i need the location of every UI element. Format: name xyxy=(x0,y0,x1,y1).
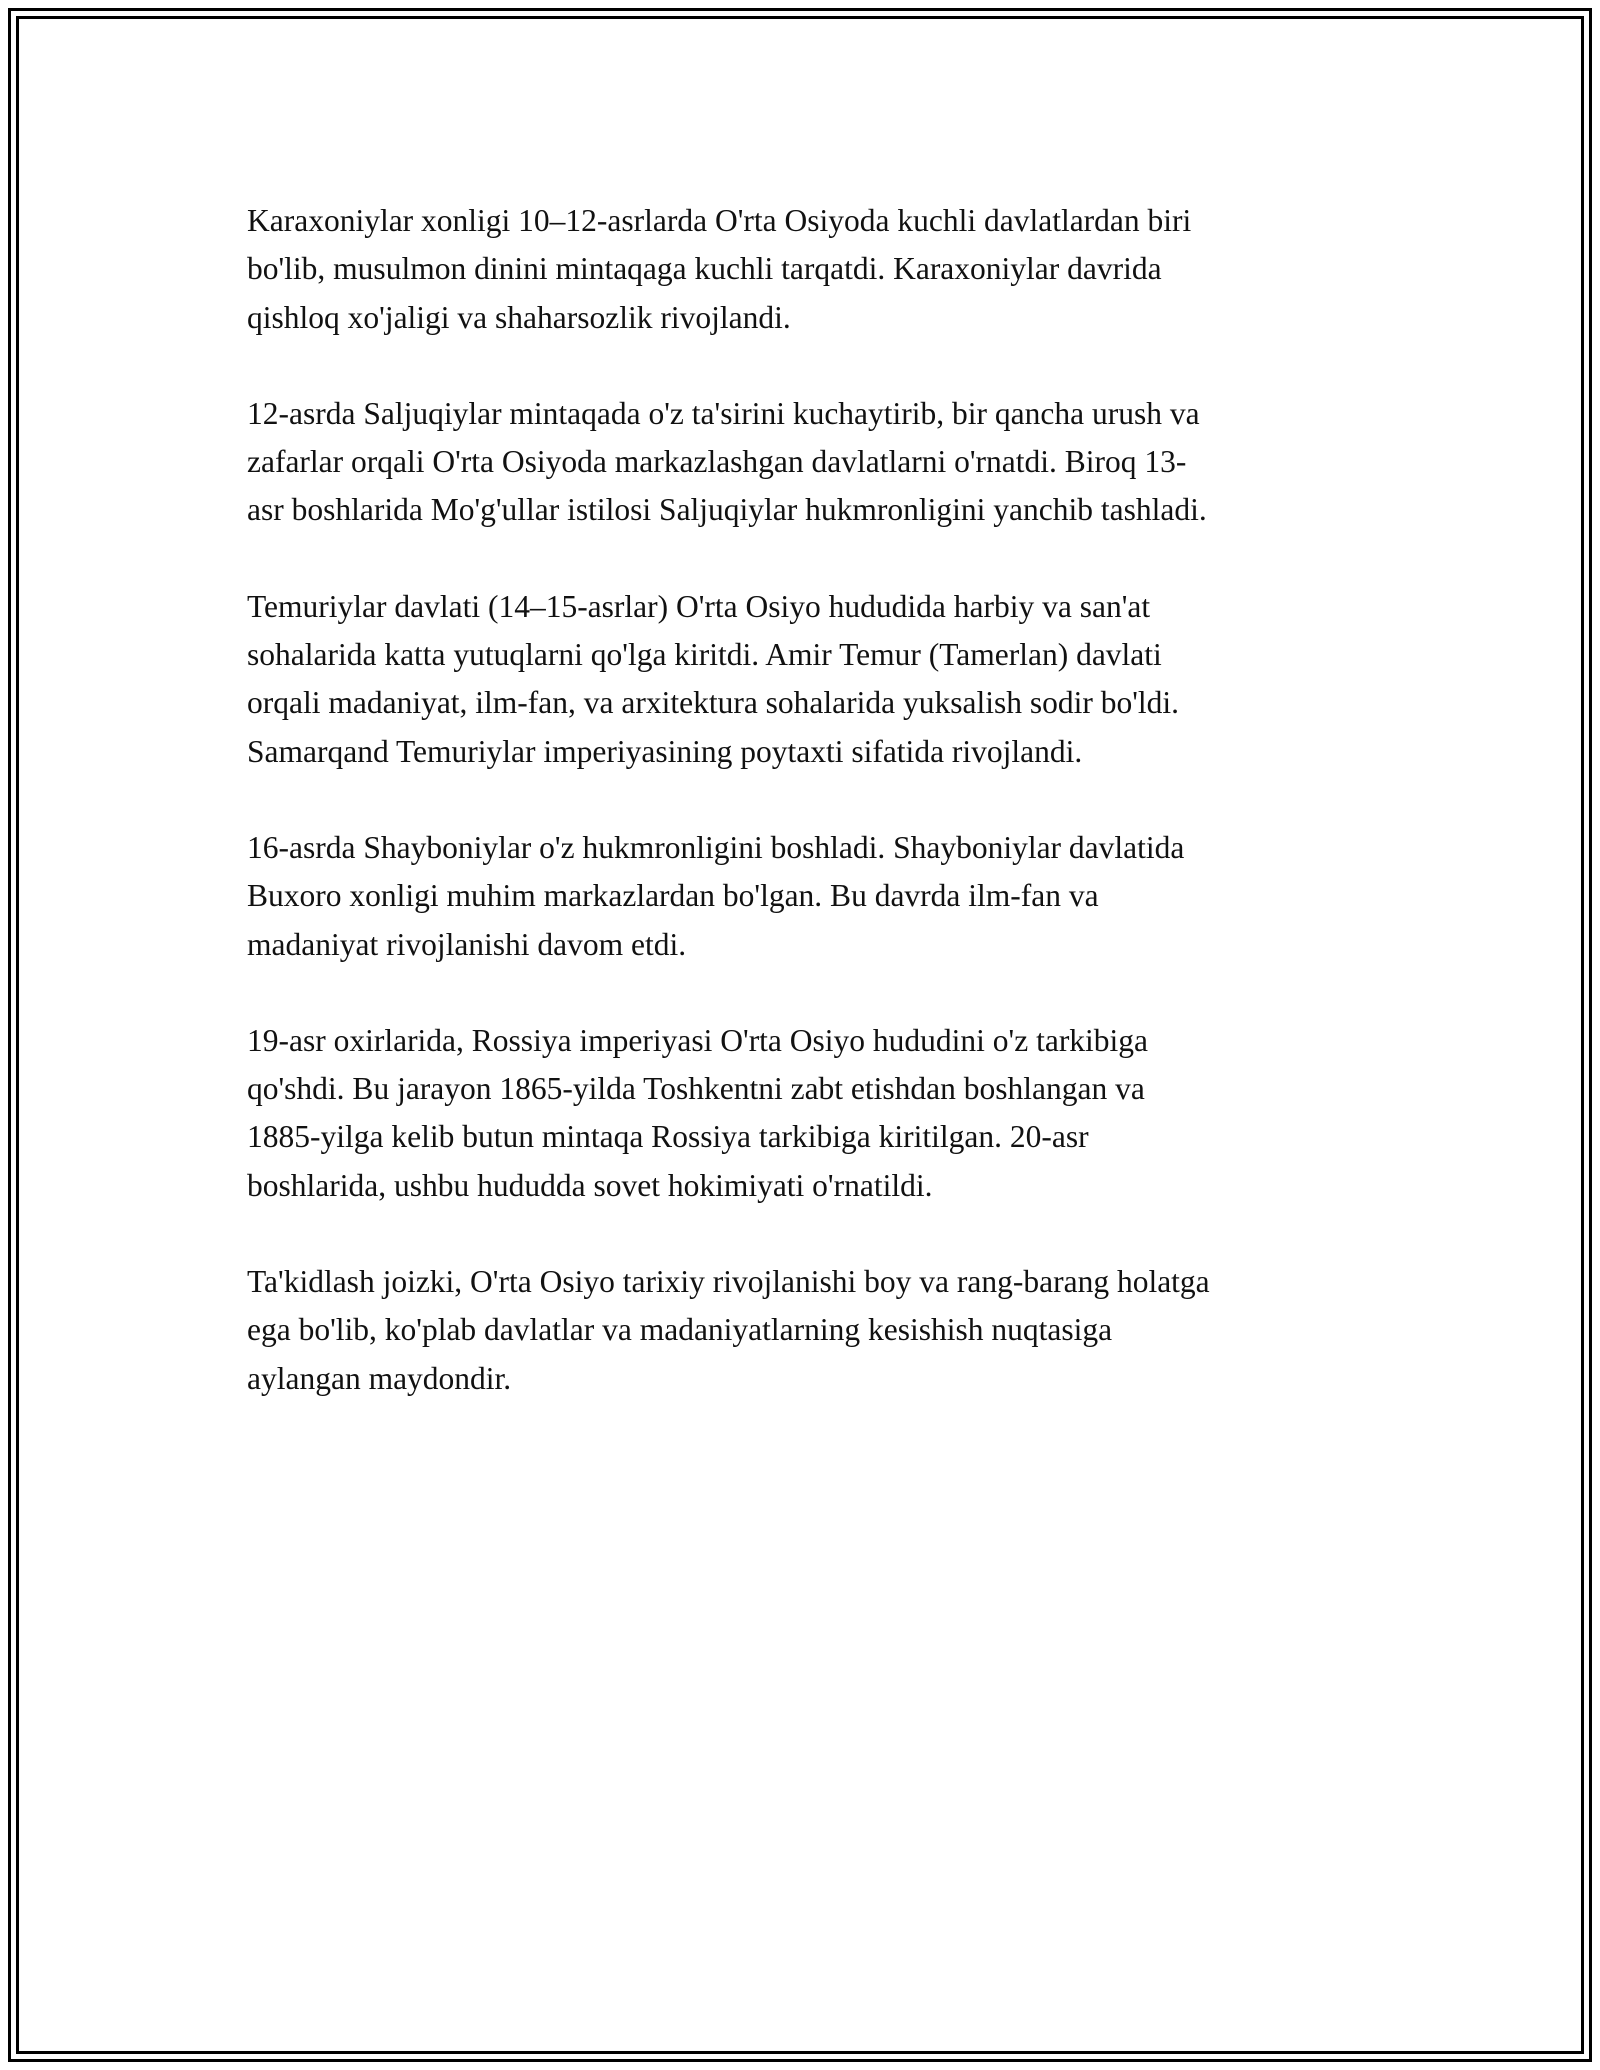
text-line: aylangan maydondir. xyxy=(247,1360,512,1396)
text-line: ega bo'lib, ko'plab davlatlar va madaniyatlarning kesishish nuqtasiga xyxy=(247,1312,1113,1348)
text-line: 12-asrda Saljuqiylar mintaqada o'z ta'sirini kuchaytirib, bir qancha urush va xyxy=(247,395,1200,431)
text-line: madaniyat rivojlanishi davom etdi. xyxy=(247,926,687,962)
text-line: orqali madaniyat, ilm-fan, va arxitektura sohalarida yuksalish sodir bo'ldi. xyxy=(247,685,1180,721)
paragraph-xulosa xyxy=(247,1258,1397,1403)
text-line: Ta'kidlash joizki, O'rta Osiyo tarixiy rivojlanishi boy va rang-barang holatga xyxy=(247,1264,1210,1300)
text-line: Buxoro xonligi muhim markazlardan bo'lgan. Bu davrda ilm-fan va xyxy=(247,878,1099,914)
text-line: sohalarida katta yutuqlarni qo'lga kiritdi. Amir Temur (Tamerlan) davlati xyxy=(247,637,1162,673)
paragraph-karaxoniylar xyxy=(247,197,1397,342)
text-line: bo'lib, musulmon dinini mintaqaga kuchli tarqatdi. Karaxoniylar davrida xyxy=(247,251,1162,287)
text-line: Temuriylar davlati (14–15-asrlar) O'rta Osiyo hududida harbiy va san'at xyxy=(247,588,1151,624)
paragraph-temuriylar xyxy=(247,583,1397,776)
paragraph-saljuqiylar xyxy=(247,390,1397,535)
text-line: 1885-yilga kelib butun mintaqa Rossiya tarkibiga kiritilgan. 20-asr xyxy=(247,1119,1089,1155)
text-line: Samarqand Temuriylar imperiyasining poytaxti sifatida rivojlandi. xyxy=(247,733,1083,769)
page-frame xyxy=(8,8,1592,2062)
text-line: 19-asr oxirlarida, Rossiya imperiyasi O'rta Osiyo hududini o'z tarkibiga xyxy=(247,1022,1149,1058)
text-line: 16-asrda Shayboniylar o'z hukmronligini boshladi. Shayboniylar davlatida xyxy=(247,829,1185,865)
text-line: qo'shdi. Bu jarayon 1865-yilda Toshkentni zabt etishdan boshlangan va xyxy=(247,1071,1145,1107)
text-line: Karaxoniylar xonligi 10–12-asrlarda O'rta Osiyoda kuchli davlatlardan biri xyxy=(247,203,1192,238)
text-line: boshlarida, ushbu hududda sovet hokimiyati o'rnatildi. xyxy=(247,1167,933,1203)
document-body xyxy=(247,197,1397,1451)
text-line: zafarlar orqali O'rta Osiyoda markazlashgan davlatlarni o'rnatdi. Biroq 13- xyxy=(247,444,1187,480)
text-line: qishloq xo'jaligi va shaharsozlik rivojlandi. xyxy=(247,299,791,335)
paragraph-rossiya-imperiyasi xyxy=(247,1017,1397,1210)
text-line: asr boshlarida Mo'g'ullar istilosi Saljuqiylar hukmronligini yanchib tashladi. xyxy=(247,492,1207,528)
paragraph-shayboniylar xyxy=(247,824,1397,969)
